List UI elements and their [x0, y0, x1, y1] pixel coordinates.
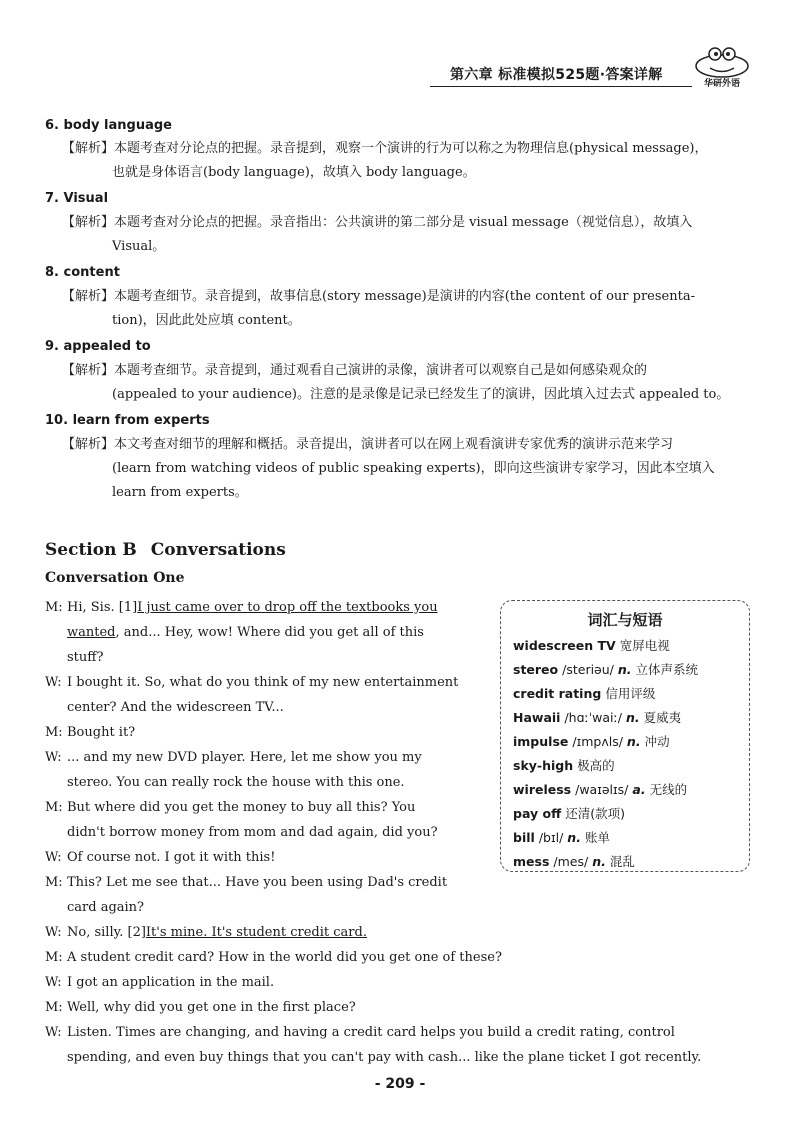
- underlined-answer-text: It's mine. It's student credit card.: [145, 925, 367, 940]
- vocab-word: mess: [513, 854, 550, 869]
- explanation-tag: 【解析】: [62, 363, 115, 378]
- speaker-label: W:: [45, 750, 62, 765]
- dialogue-line: [45, 745, 475, 795]
- vocab-pos: n.: [567, 830, 581, 845]
- vocab-item: [501, 658, 749, 682]
- explanation-tag: 【解析】: [62, 215, 115, 230]
- vocab-word: Hawaii: [513, 710, 561, 725]
- dialogue-line: [45, 920, 745, 945]
- vocab-word: impulse: [513, 734, 569, 749]
- vocab-meaning: 冲动: [644, 734, 670, 749]
- vocab-phonetic: /bɪl/: [538, 830, 564, 845]
- explanation: 【解析】本题考查对分论点的把握。录音指出：公共演讲的第二部分是 visual message（视觉信息），故填入 Visual。: [62, 215, 693, 254]
- vocab-word: bill: [513, 830, 535, 845]
- dialogue-text: I got an application in the mail.: [67, 975, 275, 990]
- dialogue-line: [45, 945, 745, 970]
- vocab-item: [501, 778, 749, 802]
- explanation: 【解析】本题考查细节。录音提到，故事信息(story message)是演讲的内容(the content of our presenta- tion)，因此此处应填 content。: [62, 289, 695, 328]
- dialogue-continuation: [45, 620, 475, 645]
- dialogue-line: [45, 795, 475, 845]
- vocab-meaning: 还清(款项): [565, 806, 625, 821]
- vocab-phonetic: /hɑːˈwaiː/: [564, 710, 622, 725]
- dialogue-line: [45, 845, 475, 870]
- dialogue-line: [45, 720, 475, 745]
- vocab-phonetic: /steriəu/: [562, 662, 614, 677]
- vocab-pos: n.: [617, 662, 632, 677]
- speaker-label: W:: [45, 925, 62, 940]
- dialogue-text: But where did you get the money to buy all this? You: [67, 800, 416, 815]
- running-header: [430, 62, 756, 94]
- dialogue-text: ... and my new DVD player. Here, let me show you my: [67, 750, 422, 765]
- explanation-tag: 【解析】: [62, 437, 115, 452]
- vocab-meaning: 无线的: [649, 782, 688, 797]
- underlined-answer-text: wanted: [67, 625, 116, 640]
- dialogue-text: didn't borrow money from mom and dad again, did you?: [67, 825, 438, 840]
- vocab-item: [501, 826, 749, 850]
- answer-heading: 10. learn from experts: [45, 413, 210, 428]
- explanation: 【解析】本题考查细节。录音提到，通过观看自己演讲的录像，演讲者可以观察自己是如何感染观众的 (appealed to your audience)。注意的是录像是记录已经发生了的演讲，因此填入过去式 appealed to。: [62, 363, 730, 402]
- vocab-word: credit rating: [513, 686, 602, 701]
- dialogue-text: Of course not. I got it with this!: [67, 850, 276, 865]
- dialogue-text: Listen. Times are changing, and having a credit card helps you build a credit rating, control: [67, 1025, 675, 1040]
- dialogue-text: stereo. You can really rock the house with this one.: [67, 775, 405, 790]
- answer-heading: 9. appealed to: [45, 339, 151, 354]
- speaker-label: M:: [45, 800, 63, 815]
- dialogue-text: Hi, Sis. [1]: [67, 600, 138, 615]
- publisher-logo: [690, 44, 754, 94]
- vocab-phonetic: /waɪəlɪs/: [575, 782, 629, 797]
- dialogue-line: [45, 870, 475, 920]
- vocab-pos: n.: [592, 854, 606, 869]
- vocab-word: widescreen TV: [513, 638, 616, 653]
- dialogue-line: [45, 1020, 755, 1070]
- dialogue-text: Bought it?: [67, 725, 136, 740]
- dialogue-line: [45, 670, 475, 720]
- vocab-item: [501, 802, 749, 826]
- vocabulary-title: 词汇与短语: [587, 611, 663, 629]
- speaker-label: M:: [45, 600, 63, 615]
- underlined-answer-text: I just came over to drop off the textbooks you: [137, 600, 438, 615]
- dialogue-continuation: [45, 770, 475, 795]
- dialogue-text: spending, and even buy things that you can't pay with cash... like the plane ticket I got recently.: [67, 1050, 702, 1065]
- dialogue-text: No, silly. [2]: [67, 925, 146, 940]
- answer-heading: 8. content: [45, 265, 120, 280]
- explanation-tag: 【解析】: [62, 141, 115, 156]
- chapter-title: 第六章 标准模拟525题·答案详解: [450, 67, 663, 83]
- speaker-label: M:: [45, 950, 63, 965]
- speaker-label: W:: [45, 850, 62, 865]
- speaker-label: M:: [45, 875, 63, 890]
- conversation-title: Conversation One: [45, 570, 185, 586]
- answer-heading: 6. body language: [45, 118, 172, 133]
- page-number: - 209 -: [374, 1076, 426, 1092]
- speaker-label: W:: [45, 975, 62, 990]
- vocab-pos: n.: [625, 710, 640, 725]
- speaker-label: W:: [45, 1025, 62, 1040]
- dialogue-text: stuff?: [67, 650, 104, 665]
- dialogue-line: [45, 995, 745, 1020]
- dialogue-text: I bought it. So, what do you think of my new entertainment: [67, 675, 459, 690]
- speaker-label: M:: [45, 725, 63, 740]
- speaker-label: W:: [45, 675, 62, 690]
- vocab-item: [501, 754, 749, 778]
- explanation-tag: 【解析】: [62, 289, 115, 304]
- dialogue-line: [45, 595, 475, 670]
- vocab-meaning: 宽屏电视: [619, 638, 670, 653]
- dialogue-continuation: [45, 895, 475, 920]
- dialogue-text: center? And the widescreen TV...: [67, 700, 284, 715]
- explanation: 【解析】本文考查对细节的理解和概括。录音提出，演讲者可以在网上观看演讲专家优秀的演讲示范来学习 (learn from watching videos of public speaking experts)，即向这些演讲专家学习，因此本空填入 learn from experts。: [62, 437, 715, 500]
- dialogue-text: Well, why did you get one in the first place?: [67, 1000, 356, 1015]
- vocab-word: sky-high: [513, 758, 574, 773]
- vocab-item: [501, 850, 749, 874]
- dialogue-continuation: [45, 1045, 755, 1070]
- vocab-word: wireless: [513, 782, 572, 797]
- vocab-meaning: 信用评级: [605, 686, 656, 701]
- dialogue-text: A student credit card? How in the world did you get one of these?: [67, 950, 502, 965]
- vocab-meaning: 账单: [584, 830, 610, 845]
- vocab-word: stereo: [513, 662, 559, 677]
- dialogue-continuation: [45, 820, 475, 845]
- dialogue-text: card again?: [67, 900, 145, 915]
- header-rule: [430, 86, 692, 87]
- dialogue-continuation: [45, 645, 475, 670]
- dialogue-text: This? Let me see that... Have you been using Dad's credit: [67, 875, 448, 890]
- vocab-item: [501, 682, 749, 706]
- vocab-word: pay off: [513, 806, 562, 821]
- dialogue-continuation: [45, 695, 475, 720]
- vocab-phonetic: /ɪmpʌls/: [572, 734, 623, 749]
- vocab-item: [501, 730, 749, 754]
- vocab-item: [501, 634, 749, 658]
- vocab-meaning: 夏威夷: [643, 710, 682, 725]
- section-title: Section B Conversations: [45, 540, 286, 560]
- vocab-phonetic: /mes/: [553, 854, 589, 869]
- vocab-pos: a.: [632, 782, 646, 797]
- frog-logo-icon: [690, 44, 754, 78]
- vocab-meaning: 极高的: [577, 758, 615, 773]
- dialogue-line: [45, 970, 745, 995]
- answer-heading: 7. Visual: [45, 191, 109, 206]
- vocab-pos: n.: [626, 734, 641, 749]
- vocab-meaning: 立体声系统: [635, 662, 699, 677]
- logo-text: 华研外语: [703, 79, 740, 89]
- explanation: 【解析】本题考查对分论点的把握。录音提到，观察一个演讲的行为可以称之为物理信息(physical message)， 也就是身体语言(body language)，故填入 body language。: [62, 141, 708, 180]
- vocab-item: [501, 706, 749, 730]
- dialogue-text: , and... Hey, wow! Where did you get all of this: [115, 625, 424, 640]
- speaker-label: M:: [45, 1000, 63, 1015]
- vocabulary-box: [500, 600, 750, 872]
- vocab-meaning: 混乱: [609, 854, 635, 869]
